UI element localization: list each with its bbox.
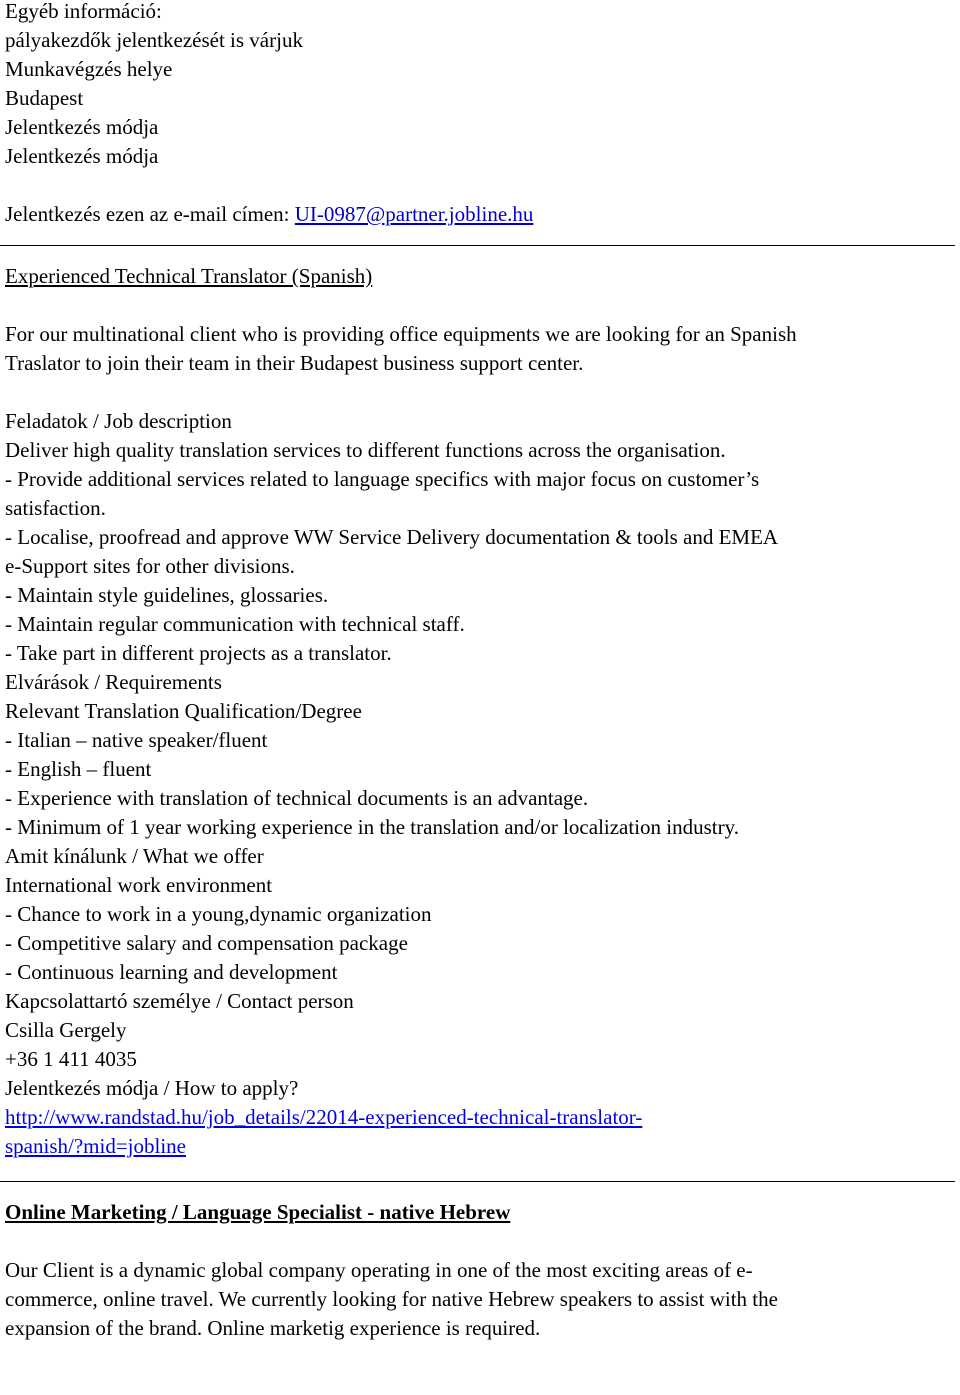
requirements-heading: Elvárások / Requirements — [5, 670, 222, 694]
job-description-heading: Feladatok / Job description — [5, 409, 232, 433]
email-label: Jelentkezés ezen az e-mail címen: — [5, 202, 295, 226]
info-text: pályakezdők jelentkezését is várjuk — [5, 28, 303, 52]
offer-heading: Amit kínálunk / What we offer — [5, 844, 264, 868]
email-line — [5, 200, 957, 229]
job-line: Deliver high quality translation services to different functions across the organisation. — [5, 438, 726, 462]
job-intro: Our Client is a dynamic global company operating in one of the most exciting areas of e- — [5, 1258, 753, 1282]
contact-phone: +36 1 411 4035 — [5, 1047, 137, 1071]
job-line: - English – fluent — [5, 757, 152, 781]
job-line: - Minimum of 1 year working experience in the translation and/or localization industry. — [5, 815, 740, 839]
job-line: - Experience with translation of technical documents is an advantage. — [5, 786, 589, 810]
apply-method-label: Jelentkezés módja — [5, 144, 159, 168]
job-line: Relevant Translation Qualification/Degree — [5, 699, 362, 723]
job-line: - Maintain regular communication with technical staff. — [5, 612, 465, 636]
spacer — [5, 1227, 957, 1256]
job-posting-1 — [5, 262, 957, 1161]
job-title: Online Marketing / Language Specialist - native Hebrew — [5, 1200, 511, 1224]
job-title: Experienced Technical Translator (Spanish) — [5, 264, 373, 288]
job-line: - Chance to work in a young,dynamic organization — [5, 902, 432, 926]
job-intro: Traslator to join their team in their Budapest business support center. — [5, 351, 584, 375]
apply-link[interactable]: http://www.randstad.hu/job_details/22014-experienced-technical-translator- — [5, 1105, 643, 1129]
job-line: satisfaction. — [5, 496, 106, 520]
contact-heading: Kapcsolattartó személye / Contact person — [5, 989, 354, 1013]
email-link[interactable]: UI-0987@partner.jobline.hu — [294, 202, 534, 226]
divider — [0, 245, 955, 246]
spacer — [5, 171, 957, 200]
apply-link-continued[interactable]: spanish/?mid=jobline — [5, 1134, 186, 1158]
info-section — [5, 0, 957, 229]
job-line: - Italian – native speaker/fluent — [5, 728, 268, 752]
job-line: - Take part in different projects as a translator. — [5, 641, 392, 665]
divider — [0, 1181, 955, 1182]
job-intro: commerce, online travel. We currently looking for native Hebrew speakers to assist with the — [5, 1287, 778, 1311]
location-value: Budapest — [5, 86, 84, 110]
contact-name: Csilla Gergely — [5, 1018, 127, 1042]
document-page — [5, 0, 957, 1343]
apply-method-label: Jelentkezés módja — [5, 115, 159, 139]
job-posting-2 — [5, 1198, 957, 1343]
job-line: - Maintain style guidelines, glossaries. — [5, 583, 329, 607]
spacer — [5, 291, 957, 320]
job-line: - Provide additional services related to language specifics with major focus on customer’s — [5, 467, 760, 491]
job-line: International work environment — [5, 873, 273, 897]
job-line: e-Support sites for other divisions. — [5, 554, 295, 578]
job-line: - Localise, proofread and approve WW Service Delivery documentation & tools and EMEA — [5, 525, 779, 549]
location-label: Munkavégzés helye — [5, 57, 173, 81]
how-to-apply-heading: Jelentkezés módja / How to apply? — [5, 1076, 299, 1100]
spacer — [5, 378, 957, 407]
job-line: - Competitive salary and compensation package — [5, 931, 408, 955]
info-heading: Egyéb információ: — [5, 0, 162, 23]
job-intro: For our multinational client who is providing office equipments we are looking for an Spanish — [5, 322, 797, 346]
job-intro: expansion of the brand. Online marketig experience is required. — [5, 1316, 541, 1340]
job-line: - Continuous learning and development — [5, 960, 338, 984]
